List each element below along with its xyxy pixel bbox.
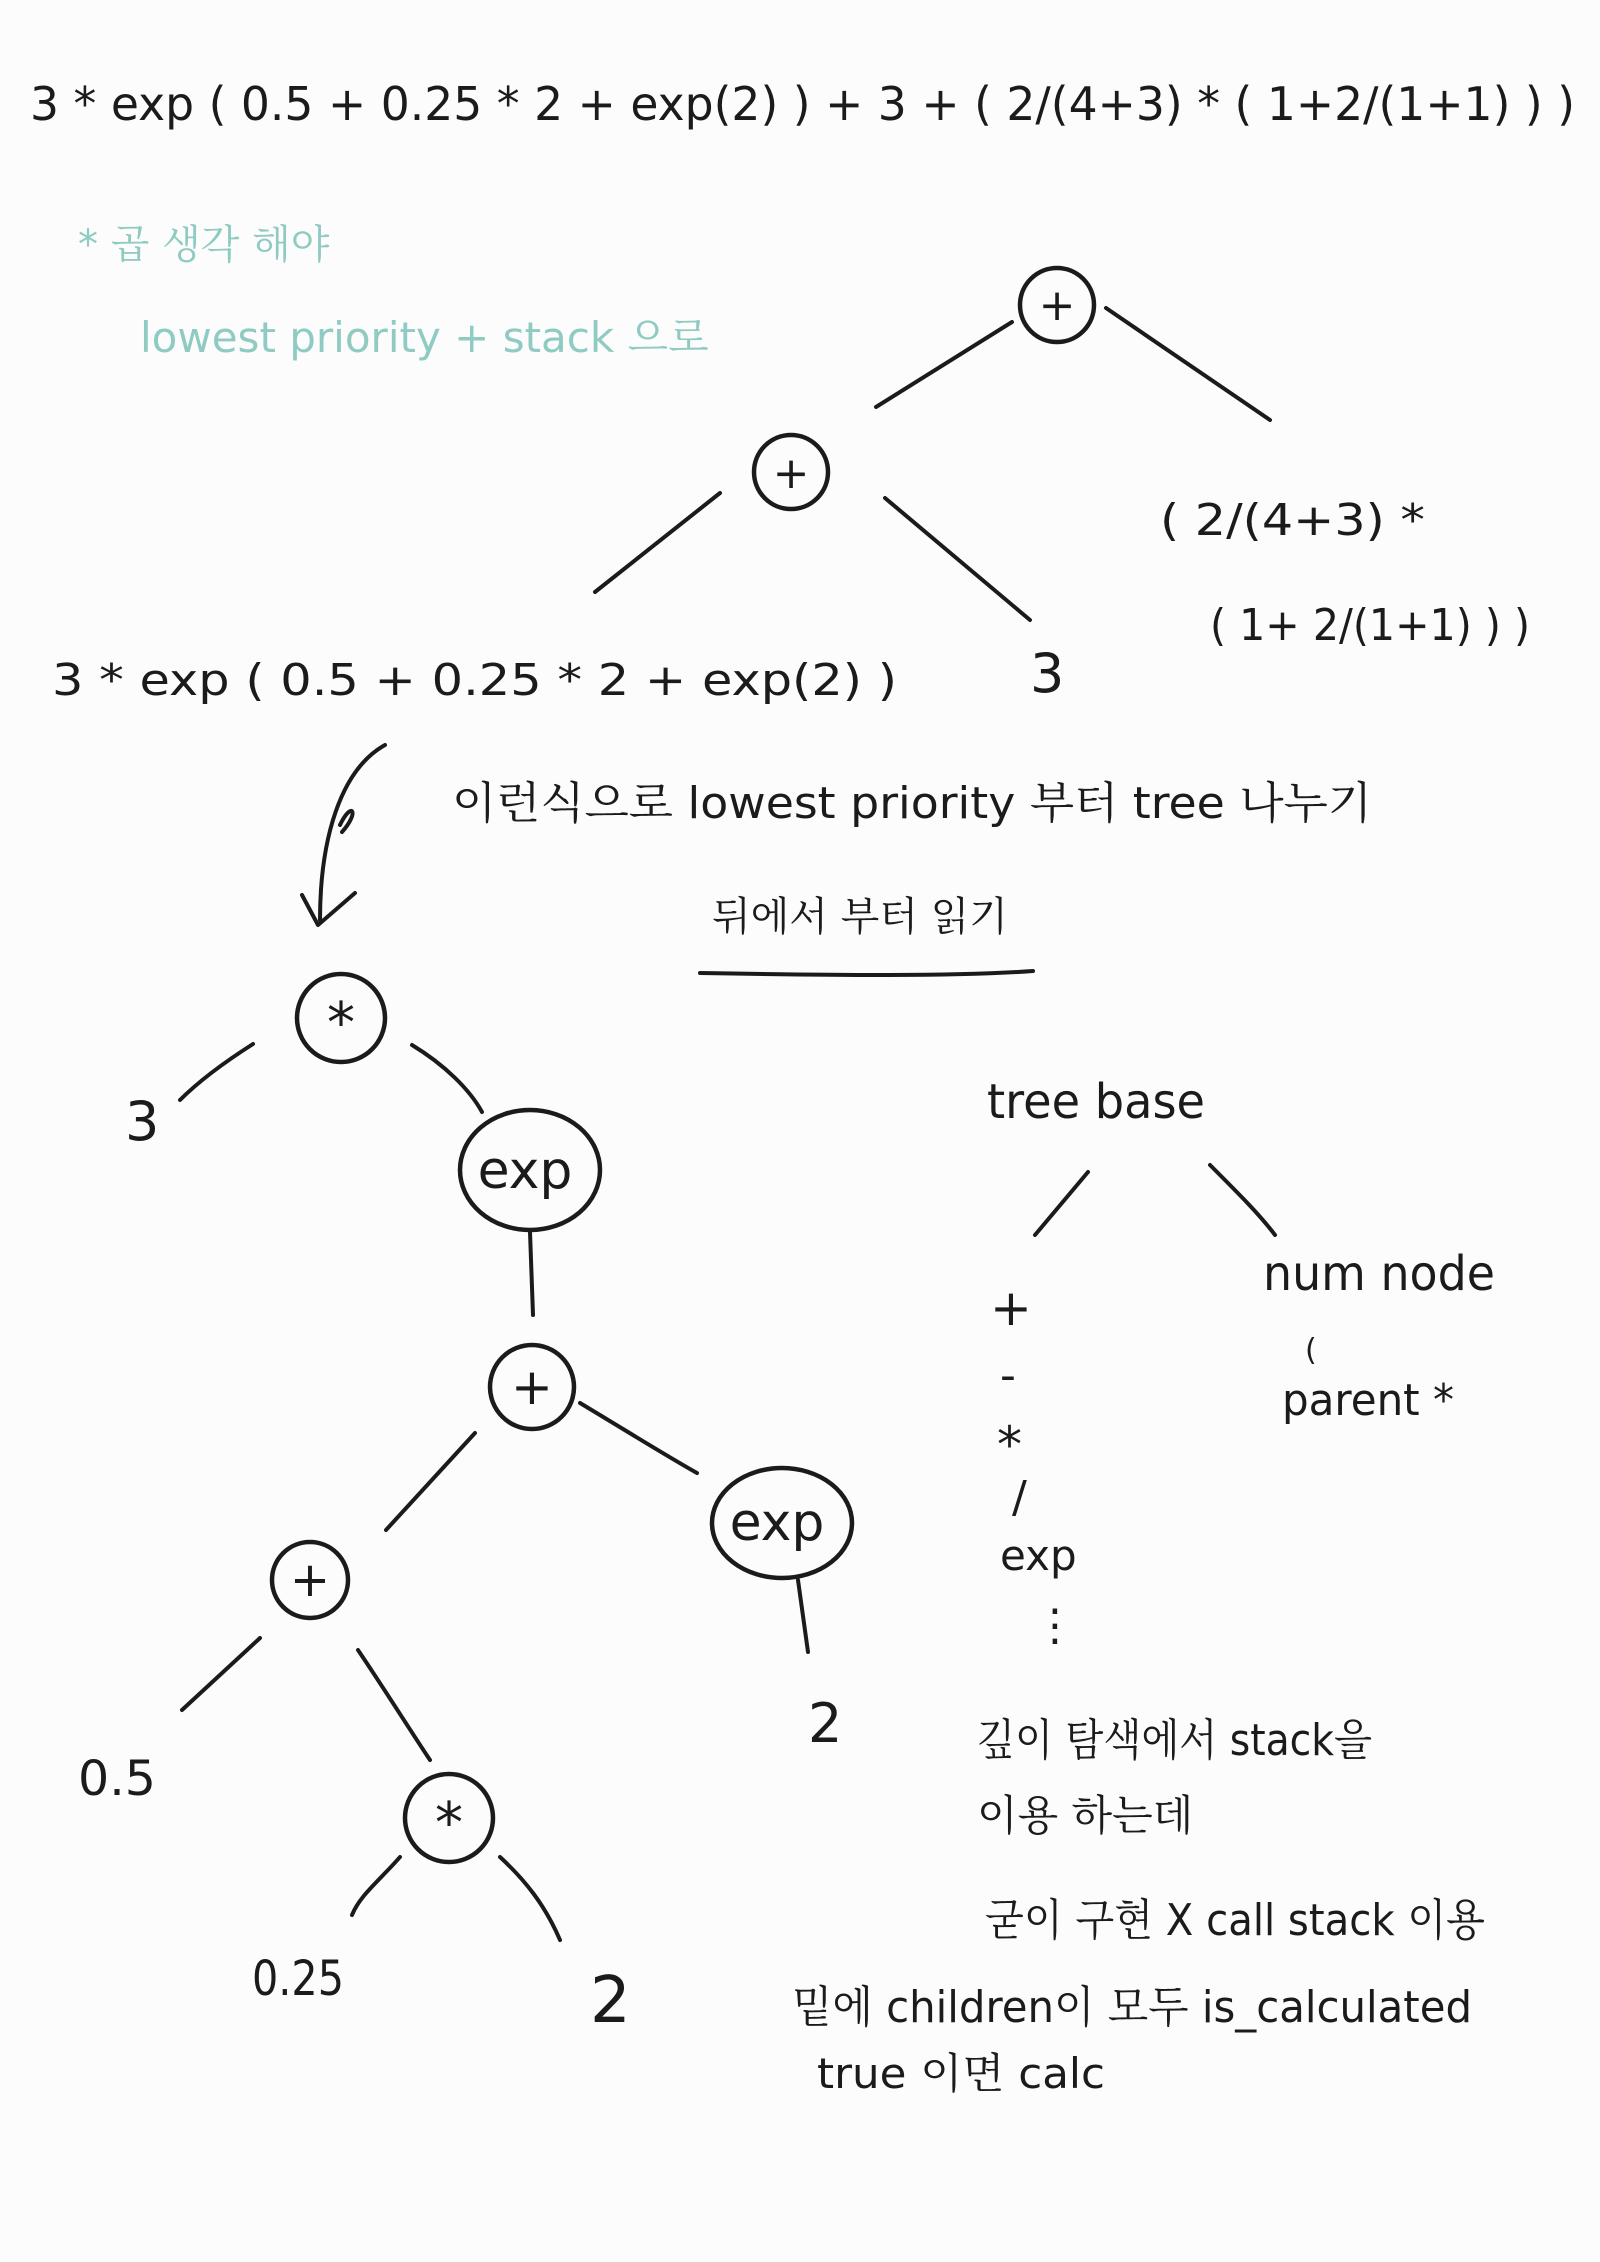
teal-note-line2: lowest priority + stack 으로: [140, 313, 709, 362]
edge-plus1-to-exp2: [580, 1403, 697, 1473]
base-op-divide: /: [1012, 1472, 1027, 1523]
top-root-node-label: +: [1038, 280, 1076, 331]
edge-base-to-ops: [1035, 1172, 1088, 1235]
expression-title: 3 * exp ( 0.5 + 0.25 * 2 + exp(2) ) + 3 + ( 2/(4+3) * ( 1+2/(1+1) ) ): [30, 77, 1575, 131]
calc-note-line1: 밑에 children이 모두 is_calculated: [792, 1982, 1472, 2033]
teal-note-line1: * 곱 생각 해야: [78, 222, 330, 268]
edge-plus-to-3: [885, 498, 1030, 620]
edge-base-to-num: [1210, 1165, 1275, 1235]
edge-plus2-to-times2: [358, 1650, 430, 1760]
edge-plus1-to-plus2: [386, 1433, 475, 1530]
edge-plus-to-left-expr: [595, 493, 720, 592]
edge-exp1-to-plus: [530, 1232, 533, 1315]
sub-leaf-2-exp: 2: [808, 1692, 843, 1755]
dfs-note-line1: 깊이 탐색에서 stack을: [977, 1715, 1372, 1766]
top-plus-node-label: +: [772, 448, 810, 499]
tree-base-diagram: [987, 1074, 1495, 1651]
tree-base-title: tree base: [987, 1074, 1205, 1130]
top-leaf-3: 3: [1030, 642, 1065, 705]
sub-exp1-node-label: exp: [477, 1141, 573, 1201]
sub-leaf-0.5: 0.5: [78, 1751, 156, 1807]
sub-leaf-0.25: 0.25: [252, 1951, 344, 2007]
right-subexpr-line1: ( 2/(4+3) *: [1160, 495, 1425, 546]
edge-plus2-to-0.5: [182, 1638, 260, 1710]
sub-exp2-node-label: exp: [729, 1493, 825, 1553]
split-note-underline: [700, 971, 1033, 975]
calc-note-line2: true 이면 calc: [817, 2049, 1105, 2098]
sub-leaf-2-mul: 2: [590, 1964, 631, 2038]
num-node-sub2: parent *: [1282, 1375, 1454, 1426]
num-node-sub1: (: [1305, 1333, 1317, 1368]
base-op-exp: exp: [1000, 1531, 1077, 1580]
sub-times-node-label: *: [327, 991, 355, 1056]
edge-times-to-3: [180, 1044, 253, 1100]
edge-exp2-to-2: [798, 1580, 808, 1652]
base-op-plus: +: [990, 1279, 1032, 1337]
sub-leaf-3: 3: [125, 1090, 160, 1153]
dfs-note-line2: 이용 하는데: [977, 1791, 1194, 1840]
sub-plus1-node-label: +: [511, 1358, 553, 1416]
impl-note: 굳이 구현 X call stack 이용: [985, 1895, 1485, 1946]
right-subexpr-line2: ( 1+ 2/(1+1) ) ): [1210, 600, 1530, 651]
base-op-more: ⋮: [1033, 1600, 1077, 1651]
edge-root-to-right: [1106, 308, 1270, 420]
sub-plus2-node-label: +: [289, 1552, 331, 1608]
sub-tree: [78, 974, 852, 2038]
edge-root-to-plus: [876, 322, 1012, 407]
curved-arrow-head: [302, 893, 355, 925]
split-note-line1: 이런식으로 lowest priority 부터 tree 나누기: [452, 778, 1372, 829]
base-op-times: *: [997, 1416, 1022, 1474]
left-subexpression: 3 * exp ( 0.5 + 0.25 * 2 + exp(2) ): [52, 655, 897, 706]
base-op-minus: -: [1000, 1350, 1016, 1401]
sub-times2-node-label: *: [435, 1791, 463, 1856]
split-note-line2: 뒤에서 부터 읽기: [712, 894, 1008, 940]
edge-times2-to-0.25: [352, 1857, 400, 1915]
edge-times-to-exp: [412, 1045, 482, 1112]
num-node-label: num node: [1263, 1246, 1495, 1302]
edge-times2-to-2: [500, 1857, 560, 1940]
arrow-tail-loop: [340, 811, 353, 832]
